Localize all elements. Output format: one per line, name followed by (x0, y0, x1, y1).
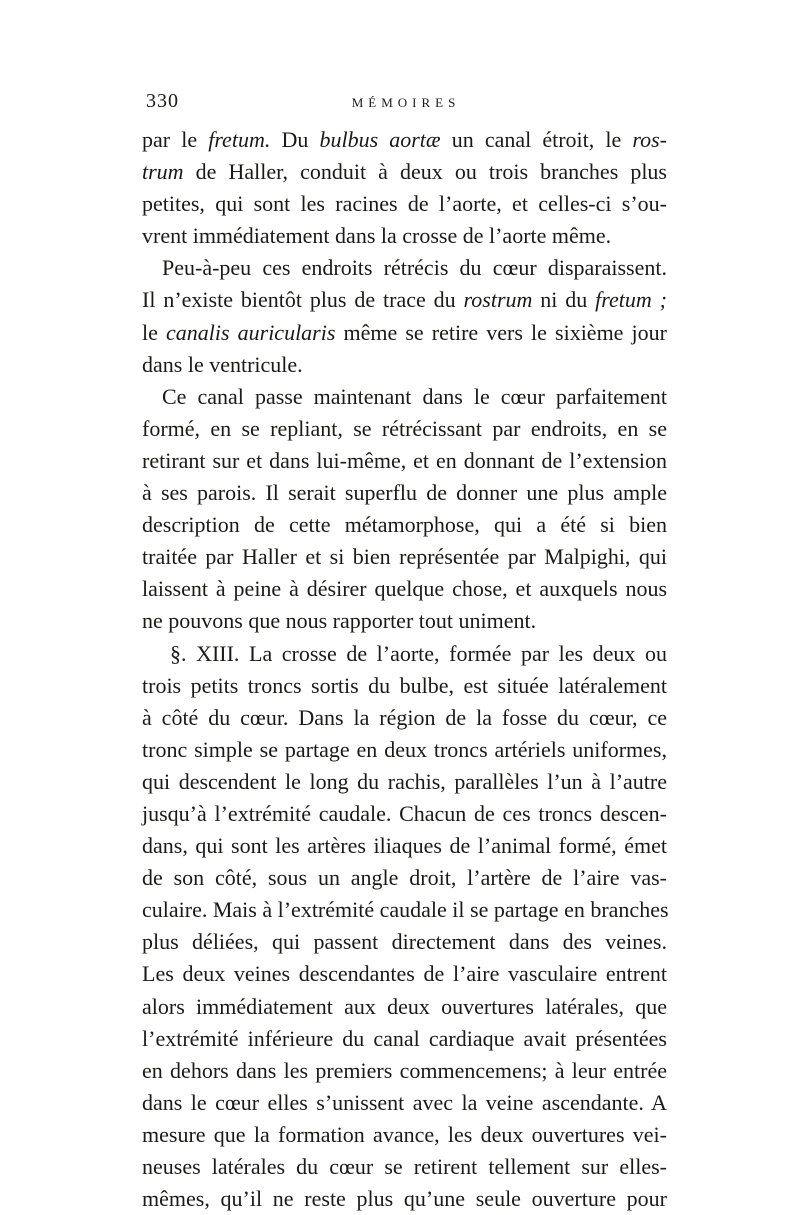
body-text (142, 124, 667, 1215)
text-line (142, 317, 667, 349)
text-segment: Les deux veines descendantes de l’aire vasculaire entrent (142, 961, 667, 987)
text-segment: de Haller, conduit à deux ou trois branches plus (183, 159, 667, 185)
text-segment: description de cette métamorphose, qui a été si bien (142, 512, 667, 538)
running-title: MÉMOIRES (351, 95, 461, 110)
text-line (142, 605, 667, 637)
text-segment: en dehors dans les premiers commencemens; à leur entrée (142, 1057, 667, 1083)
italic-term: canalis auricularis (165, 319, 336, 345)
italic-term: rostrum (463, 287, 533, 313)
page-number: 330 (146, 90, 179, 112)
text-segment: dans le cœur elles s’unissent avec la veine ascendante. A (142, 1089, 667, 1115)
text-segment: ne pouvons que nous rapporter tout uniment. (142, 608, 537, 634)
text-segment: par le (142, 127, 209, 152)
text-line (142, 702, 667, 734)
text-line (142, 541, 667, 573)
text-segment: mesure que la formation avance, les deux ouvertures vei- (142, 1121, 667, 1147)
text-line (142, 188, 667, 220)
text-segment: même se retire vers le sixième jour (335, 319, 667, 345)
text-segment: Peu-à-peu ces endroits rétrécis du cœur disparaissent. (162, 255, 667, 281)
text-line (142, 862, 667, 894)
text-line (142, 1151, 667, 1183)
text-line (142, 958, 667, 990)
text-line (142, 1119, 667, 1151)
text-line (142, 477, 667, 509)
text-segment: Il n’existe bientôt plus de trace du (142, 287, 464, 313)
text-segment: à ses parois. Il serait superflu de donner une plus ample (142, 480, 667, 506)
text-line (142, 381, 667, 413)
text-segment: retirant sur et dans lui-même, et en donnant de l’extension (142, 447, 667, 473)
text-segment: ni du (532, 287, 596, 313)
text-segment: neuses latérales du cœur se retirent tellement sur elles- (142, 1154, 667, 1179)
text-line (142, 284, 667, 316)
text-segment: à côté du cœur. Dans la région de la fosse du cœur, ce (142, 704, 667, 730)
text-segment: un canal étroit, le (440, 127, 633, 152)
text-segment: dans le ventricule. (142, 351, 303, 377)
text-segment: alors immédiatement aux deux ouvertures latérales, que (142, 993, 667, 1019)
text-line (142, 220, 667, 252)
text-line (142, 124, 667, 156)
text-segment: Ce canal passe maintenant dans le cœur parfaitement (162, 383, 667, 409)
text-segment: mêmes, qu’il ne reste plus qu’une seule ouverture pour (142, 1186, 667, 1212)
text-line (142, 991, 667, 1023)
text-line (142, 766, 667, 798)
text-segment: petites, qui sont les racines de l’aorte, et celles-ci s’ou- (142, 191, 667, 217)
italic-term: fretum ; (595, 287, 668, 313)
text-segment: le (142, 319, 166, 345)
text-line (142, 413, 667, 445)
italic-term: fretum. (208, 127, 271, 152)
text-line (142, 894, 667, 926)
text-segment: l’extrémité inférieure du canal cardiaque avait présentées (142, 1025, 667, 1051)
italic-term: trum (142, 159, 184, 185)
text-segment: vrent immédiatement dans la crosse de l’aorte même. (142, 223, 612, 249)
text-line (142, 1055, 667, 1087)
text-line (142, 734, 667, 766)
text-segment: jusqu’à l’extrémité caudale. Chacun de ces troncs descen- (142, 800, 667, 826)
text-line (142, 509, 667, 541)
text-segment: plus déliées, qui passent directement dans des veines. (142, 929, 667, 955)
page-header (146, 90, 666, 120)
text-segment: culaire. Mais à l’extrémité caudale il se partage en branches (142, 897, 669, 923)
text-line (142, 638, 667, 670)
text-segment: §. XIII. La crosse de l’aorte, formée par les deux ou (170, 640, 667, 666)
text-segment: trois petits troncs sortis du bulbe, est située latéralement (142, 672, 667, 698)
text-line (142, 252, 667, 284)
text-line (142, 156, 667, 188)
text-line (142, 670, 667, 702)
text-segment: tronc simple se partage en deux troncs artériels uniformes, (142, 736, 667, 762)
text-segment: formé, en se repliant, se rétrécissant par endroits, en se (142, 415, 667, 441)
text-segment: laissent à peine à désirer quelque chose, et auxquels nous (142, 576, 667, 602)
text-line (142, 445, 667, 477)
text-line (142, 926, 667, 958)
text-segment: traitée par Haller et si bien représentée par Malpighi, qui (142, 544, 667, 570)
text-line (142, 798, 667, 830)
italic-term: ros- (632, 127, 668, 152)
italic-term: bulbus aortæ (319, 127, 441, 152)
text-segment: Du (270, 127, 320, 152)
text-line (142, 830, 667, 862)
text-segment: qui descendent le long du rachis, parallèles l’un à l’autre (142, 768, 667, 794)
text-line (142, 1023, 667, 1055)
text-segment: de son côté, sous un angle droit, l’artère de l’aire vas- (142, 865, 667, 891)
text-line (142, 349, 667, 381)
text-line (142, 573, 667, 605)
text-segment: dans, qui sont les artères iliaques de l’animal formé, émet (142, 833, 667, 859)
text-line (142, 1183, 667, 1215)
text-line (142, 1087, 667, 1119)
